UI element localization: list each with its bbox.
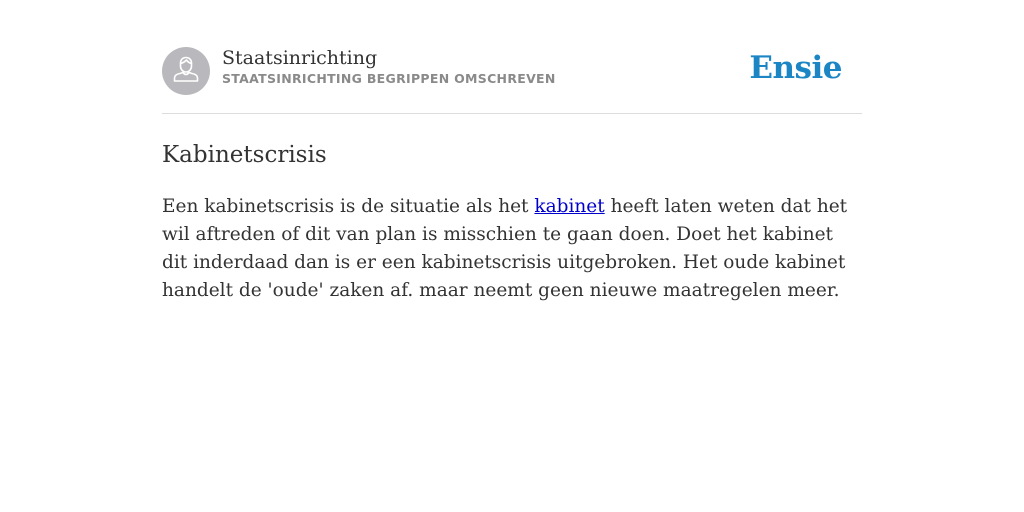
- definition-text: [162, 193, 862, 305]
- category-subtitle: STAATSINRICHTING BEGRIPPEN OMSCHREVEN: [222, 71, 556, 86]
- definition-text-after-link: heeft laten weten dat het wil aftreden of dit van plan is misschien te gaan doen. Doet het kabinet dit inderdaad dan is er een kabinetscrisis uitgebroken. Het oude kabinet handelt de 'oude' zaken af. maar neemt geen nieuwe maatregelen meer.: [162, 196, 848, 301]
- header-text: [222, 46, 556, 86]
- category-title[interactable]: Staatsinrichting: [222, 47, 378, 69]
- definition-text-before-link: Een kabinetscrisis is de situatie als het: [162, 196, 535, 217]
- user-icon: [171, 54, 201, 88]
- avatar[interactable]: [162, 47, 210, 95]
- page-container: [162, 46, 862, 305]
- kabinet-link[interactable]: kabinet: [534, 196, 605, 217]
- ensie-logo[interactable]: Ensie: [749, 50, 842, 86]
- page-title: Kabinetscrisis: [162, 142, 327, 168]
- page-header: [162, 46, 862, 114]
